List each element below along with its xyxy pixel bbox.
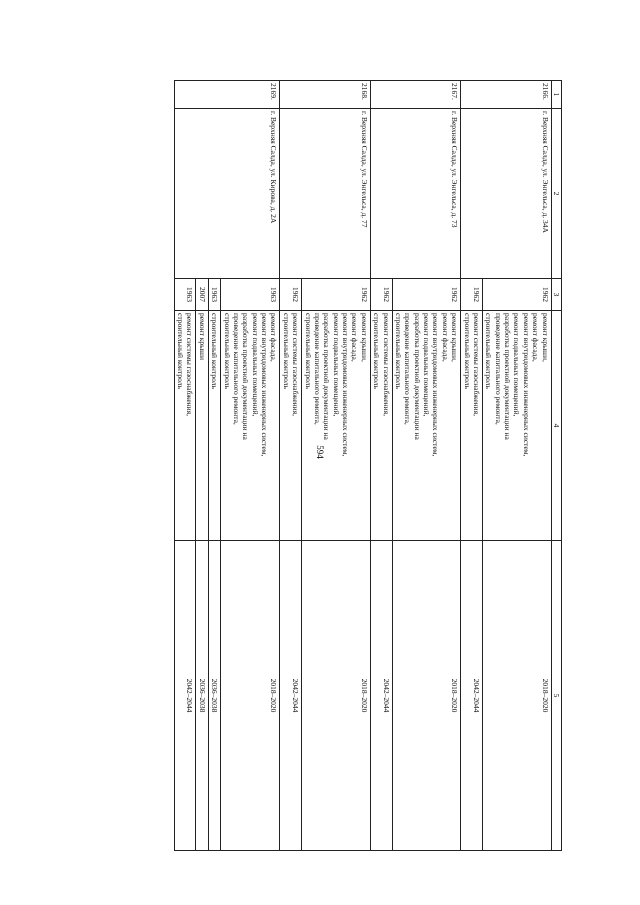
work-description [370, 311, 392, 541]
table-row [483, 81, 552, 851]
work-line: ремонт внутридомовых инженерных систем, [521, 313, 531, 457]
work-line: разработка проектной документации на [241, 313, 251, 440]
work-description [174, 311, 196, 541]
work-line: ремонт подвальных помещений, [250, 313, 260, 417]
work-line: ремонт системы газоснабжения, [381, 313, 391, 417]
col-header-3: 3 [551, 279, 561, 311]
work-line: строительный контроль [394, 313, 403, 389]
column-number-header [551, 81, 561, 851]
entry-address: г. Верхняя Салда, ул. Энгельса, д. 77 [280, 109, 370, 279]
work-line: ремонт крыши, [540, 313, 550, 362]
work-term: 2018–2020 [221, 541, 280, 851]
work-year: 1963 [208, 279, 220, 311]
work-line: ремонт системы газоснабжения, [185, 313, 195, 417]
work-line: строительный контроль [210, 313, 220, 389]
col-header-1: 1 [551, 81, 561, 109]
work-description [221, 311, 280, 541]
work-line: ремонт фасада, [269, 313, 279, 362]
table-row [392, 81, 461, 851]
col-header-5: 5 [551, 541, 561, 851]
work-term: 2042–2044 [280, 541, 302, 851]
work-line: ремонт крыши, [359, 313, 369, 362]
entry-number: 2169. [174, 81, 280, 109]
table-row [221, 81, 280, 851]
col-header-2: 2 [551, 109, 561, 279]
work-term: 2018–2020 [302, 541, 371, 851]
work-term: 2018–2020 [483, 541, 552, 851]
work-term: 2042–2044 [461, 541, 483, 851]
work-line: строительный контроль [462, 313, 472, 389]
work-line: разработка проектной документации на [412, 313, 422, 440]
work-line: ремонт системы газоснабжения, [472, 313, 481, 417]
entry-number: 2166. [461, 81, 551, 109]
work-description [196, 311, 208, 541]
work-line: ремонт фасада, [440, 313, 450, 362]
work-line: строительный контроль [303, 313, 313, 389]
work-line: ремонт крыши [197, 313, 207, 360]
work-term: 2036–2038 [208, 541, 220, 851]
work-line: строительный контроль [222, 313, 232, 389]
work-line: ремонт крыши, [450, 313, 460, 362]
work-line: ремонт внутридомовых инженерных систем, [260, 313, 270, 457]
work-year: 1962 [280, 279, 302, 311]
work-line: ремонт подвальных помещений, [422, 313, 432, 417]
work-line: ремонт фасада, [531, 313, 541, 362]
work-year: 1963 [221, 279, 280, 311]
work-term: 2042–2044 [174, 541, 196, 851]
work-line: ремонт внутридомовых инженерных систем, [341, 313, 351, 457]
work-term: 2018–2020 [392, 541, 461, 851]
work-term: 2036–2038 [196, 541, 208, 851]
capital-repair-table [174, 80, 562, 851]
work-line: ремонт системы газоснабжения, [291, 313, 301, 417]
work-line: проведение капитального ремонта, [493, 313, 503, 425]
work-line: строительный контроль [176, 313, 186, 389]
entry-address: г. Верхняя Салда, ул. Энгельса, д. 73 [370, 109, 460, 279]
work-year: 1963 [174, 279, 196, 311]
work-year: 1962 [370, 279, 392, 311]
work-year: 1962 [483, 279, 552, 311]
document-sheet [82, 80, 562, 850]
table-body [174, 81, 551, 851]
work-description [392, 311, 461, 541]
work-year: 2007 [196, 279, 208, 311]
work-line: проведение капитального ремонта, [232, 313, 241, 425]
work-description [461, 311, 483, 541]
work-year: 1962 [392, 279, 461, 311]
work-line: проведение капитального ремонта, [313, 313, 322, 425]
work-line: ремонт внутридомовых инженерных систем, [431, 313, 441, 457]
entry-number: 2168. [280, 81, 370, 109]
work-line: ремонт подвальных помещений, [331, 313, 341, 417]
work-line: строительный контроль [281, 313, 291, 389]
col-header-4: 4 [551, 311, 561, 541]
work-year: 1962 [461, 279, 483, 311]
work-line: разработка проектной документации на [503, 313, 513, 440]
work-line: строительный контроль [372, 313, 382, 389]
work-description [302, 311, 371, 541]
work-year: 1962 [302, 279, 371, 311]
work-description [483, 311, 552, 541]
work-description [280, 311, 302, 541]
page-number: 594 [315, 445, 325, 459]
work-line: проведение капитального ремонта, [403, 313, 413, 425]
table-row [302, 81, 371, 851]
work-line: ремонт фасада, [350, 313, 360, 362]
work-line: строительный контроль [484, 313, 494, 389]
entry-address: г. Верхняя Салда, ул. Кирова, д. 2А [174, 109, 280, 279]
work-line: ремонт подвальных помещений, [512, 313, 522, 417]
entry-number: 2167. [370, 81, 460, 109]
work-term: 2042–2044 [370, 541, 392, 851]
entry-address: г. Верхняя Салда, ул. Энгельса, д. 34А [461, 109, 551, 279]
work-line: разработка проектной документации на [322, 313, 332, 440]
work-description [208, 311, 220, 541]
